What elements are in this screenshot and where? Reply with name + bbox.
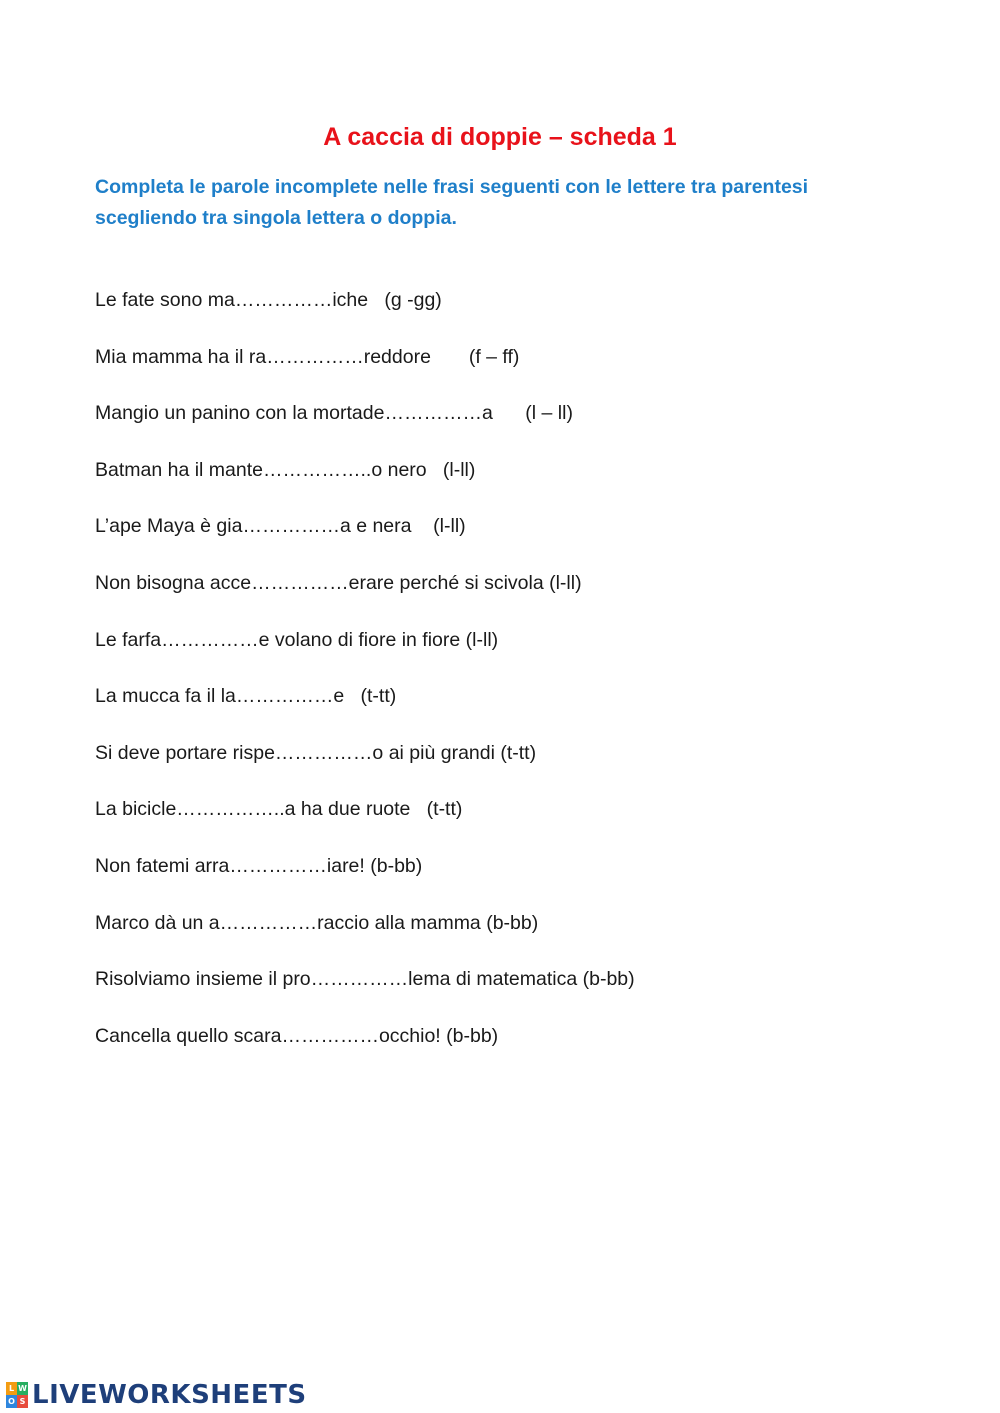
page-title: A caccia di doppie – scheda 1 xyxy=(323,123,677,151)
instructions xyxy=(95,172,895,234)
sentence-item: Le farfa……………e volano di fiore in fiore (l-ll) xyxy=(95,628,499,651)
sentence-item: Si deve portare rispe……………o ai più grandi (t-tt) xyxy=(95,741,537,764)
sentence-item: Risolviamo insieme il pro……………lema di matematica (b-bb) xyxy=(95,968,635,991)
logo-text: LIVEWORKSHEETS xyxy=(32,1380,307,1410)
sentence-item: Le fate sono ma……………iche (g -gg) xyxy=(95,289,442,311)
liveworksheets-logo[interactable] xyxy=(6,1380,307,1410)
instructions-line-1: Completa le parole incomplete nelle frasi seguenti con le lettere tra parentesi xyxy=(95,176,809,198)
sentence-item: L’ape Maya è gia……………a e nera (l-ll) xyxy=(95,515,466,538)
sentence-item: Non fatemi arra……………iare! (b-bb) xyxy=(95,854,423,877)
sentence-item: Batman ha il mante……………..o nero (l-ll) xyxy=(95,458,476,481)
logo-mark-letter: O xyxy=(6,1395,17,1408)
sentence-item: Non bisogna acce……………erare perché si scivola (l-ll) xyxy=(95,571,582,594)
sentence-item: La bicicle……………..a ha due ruote (t-tt) xyxy=(95,798,463,821)
logo-mark-letter: W xyxy=(18,1384,27,1393)
logo-mark-letter: S xyxy=(17,1395,28,1408)
liveworksheets-logo-icon xyxy=(6,1382,28,1408)
instructions-line-2: scegliendo tra singola lettera o doppia. xyxy=(95,207,457,229)
sentence-item: Marco dà un a……………raccio alla mamma (b-bb) xyxy=(95,911,539,934)
sentence-item: Cancella quello scara……………occhio! (b-bb) xyxy=(95,1024,499,1047)
logo-mark-letter: L xyxy=(6,1382,17,1395)
sentence-item: La mucca fa il la……………e (t-tt) xyxy=(95,685,397,708)
sentence-item: Mangio un panino con la mortade……………a (l – ll) xyxy=(95,402,573,425)
sentence-item: Mia mamma ha il ra……………reddore (f – ff) xyxy=(95,345,520,368)
sentence-list xyxy=(95,286,955,1078)
